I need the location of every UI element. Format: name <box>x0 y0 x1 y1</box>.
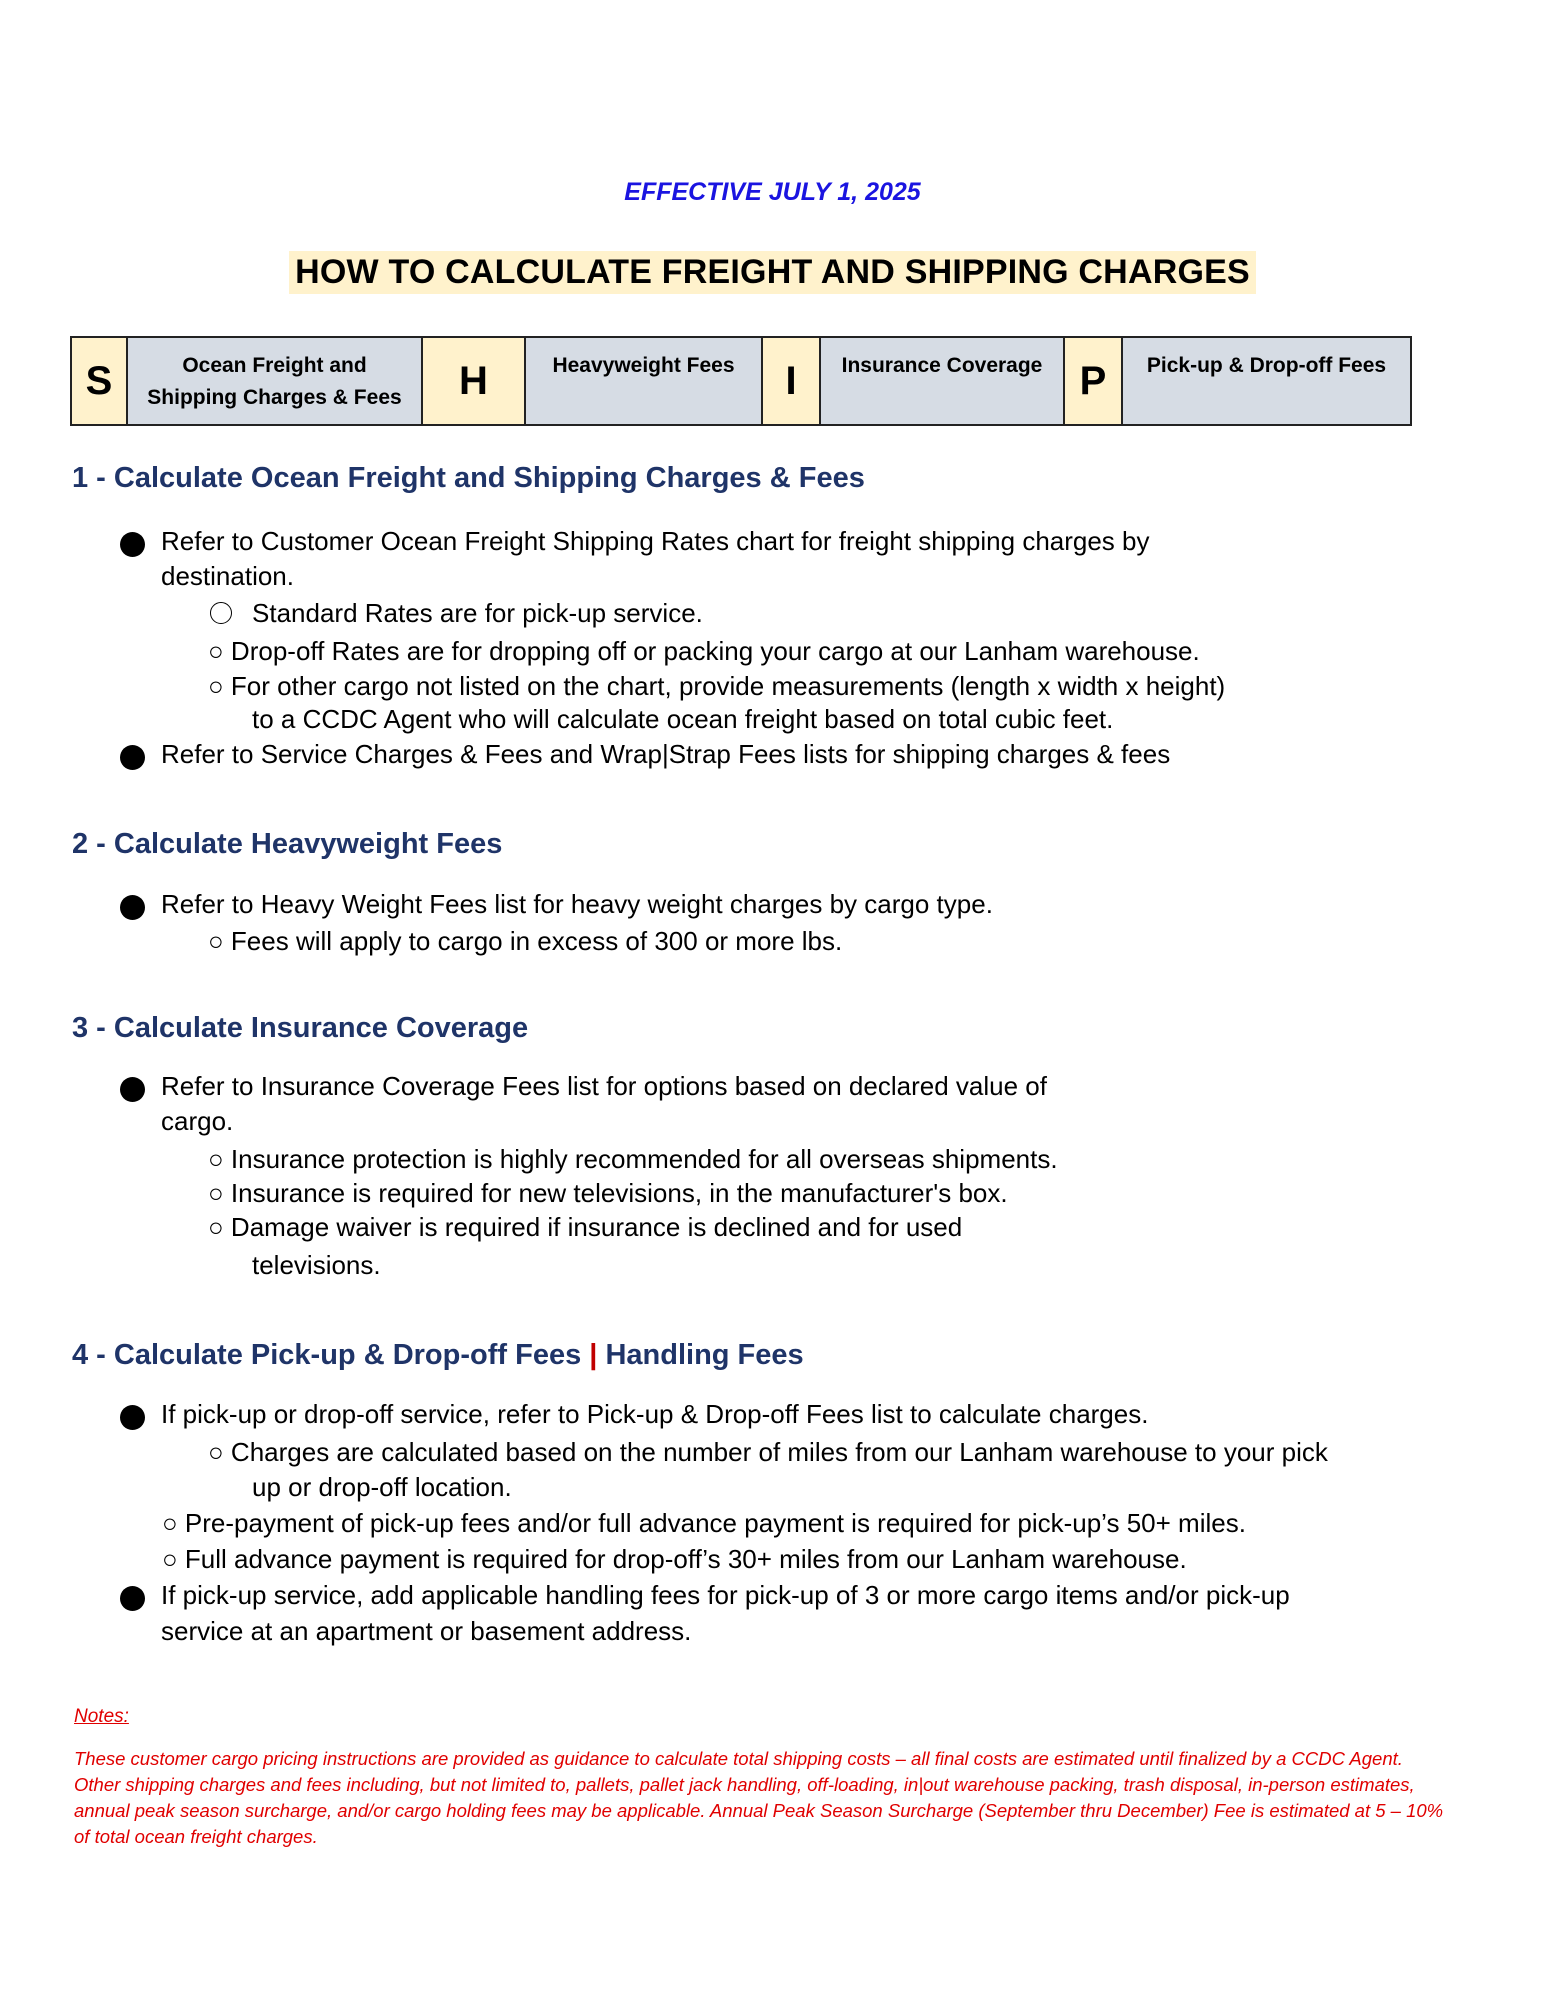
section-2-bullet-1: Refer to Heavy Weight Fees list for heavy weight charges by cargo type. <box>161 889 993 919</box>
section-4-sub-1-line-2: up or drop-off location. <box>252 1472 512 1502</box>
section-4-sub-1-line-1: ○ Charges are calculated based on the number of miles from our Lanham warehouse to your pick <box>208 1437 1328 1467</box>
section-3-sub-2: ○ Insurance is required for new televisions, in the manufacturer's box. <box>208 1178 1008 1208</box>
effective-date: EFFECTIVE JULY 1, 2025 <box>624 178 921 206</box>
title-wrap <box>0 251 1545 294</box>
bullet-icon <box>120 1586 145 1611</box>
section-4-sub-3: ○ Full advance payment is required for drop-off’s 30+ miles from our Lanham warehouse. <box>162 1544 1187 1574</box>
section-1-sub-2: ○ Drop-off Rates are for dropping off or packing your cargo at our Lanham warehouse. <box>208 636 1200 666</box>
section-2-sub-1: ○ Fees will apply to cargo in excess of 300 or more lbs. <box>208 926 843 956</box>
section-3-bullet-1-line-2: cargo. <box>161 1106 234 1136</box>
hollow-circle-icon <box>210 602 232 624</box>
ship-letter-p: P <box>1064 337 1122 425</box>
page-title: HOW TO CALCULATE FREIGHT AND SHIPPING CHARGES <box>289 251 1256 294</box>
section-3-heading: 3 - Calculate Insurance Coverage <box>72 1012 529 1044</box>
section-4-heading <box>72 1339 804 1372</box>
section-4-bullet-1: If pick-up or drop-off service, refer to Pick-up & Drop-off Fees list to calculate charges. <box>161 1399 1149 1429</box>
section-1-heading: 1 - Calculate Ocean Freight and Shipping Charges & Fees <box>72 462 865 494</box>
notes-label: Notes: <box>74 1706 129 1727</box>
section-1-sub-1: Standard Rates are for pick-up service. <box>252 598 703 628</box>
ship-letter-i: I <box>762 337 820 425</box>
bullet-icon <box>120 532 145 557</box>
ship-cell-ocean-freight-line1: Ocean Freight and <box>182 354 367 377</box>
section-4-heading-pipe: | <box>589 1339 598 1371</box>
section-3-sub-3-line-2: televisions. <box>252 1250 381 1280</box>
section-1-sub-3-line-1: ○ For other cargo not listed on the chart, provide measurements (length x width x height) <box>208 671 1226 701</box>
bullet-icon <box>120 745 145 770</box>
section-1-bullet-1-line-2: destination. <box>161 561 294 591</box>
section-4-bullet-2-line-1: If pick-up service, add applicable handling fees for pick-up of 3 or more cargo items and/or pick-up <box>161 1580 1290 1610</box>
section-3-sub-1: ○ Insurance protection is highly recommended for all overseas shipments. <box>208 1144 1058 1174</box>
section-4-heading-part-2: Handling Fees <box>605 1339 804 1371</box>
ship-cell-pickup-dropoff: Pick-up & Drop-off Fees <box>1122 337 1411 425</box>
section-1-bullet-2: Refer to Service Charges & Fees and Wrap|Strap Fees lists for shipping charges & fees <box>161 739 1171 769</box>
ship-acronym-table <box>70 336 1412 426</box>
section-1-bullet-1-line-1: Refer to Customer Ocean Freight Shipping Rates chart for freight shipping charges by <box>161 526 1150 556</box>
section-4-bullet-2-line-2: service at an apartment or basement address. <box>161 1616 692 1646</box>
section-2-heading: 2 - Calculate Heavyweight Fees <box>72 828 503 860</box>
bullet-icon <box>120 895 145 920</box>
ship-letter-h: H <box>422 337 525 425</box>
ship-letter-s: S <box>71 337 127 425</box>
section-3-sub-3-line-1: ○ Damage waiver is required if insurance is declined and for used <box>208 1212 963 1242</box>
bullet-icon <box>120 1077 145 1102</box>
section-1-sub-3-line-2: to a CCDC Agent who will calculate ocean freight based on total cubic feet. <box>252 704 1114 734</box>
notes-text: These customer cargo pricing instructions are provided as guidance to calculate total shipping costs – all final costs are estimated until finalized by a CCDC Agent. Other shipping charges and fees including, but not limited to, pallets, pallet jack handling, off-loading, in|out warehouse packing, trash disposal, in-person estimates, annual peak season surcharge, and/or cargo holding fees may be applicable. Annual Peak Season Surcharge (September thru December) Fee is estimated at 5 – 10% of total ocean freight charges. <box>74 1748 1444 1847</box>
bullet-icon <box>120 1405 145 1430</box>
section-4-sub-2: ○ Pre-payment of pick-up fees and/or full advance payment is required for pick-up’s 50+ miles. <box>162 1508 1246 1538</box>
ship-cell-ocean-freight <box>127 337 422 425</box>
section-4-heading-part-1: 4 - Calculate Pick-up & Drop-off Fees <box>72 1339 582 1371</box>
ship-cell-heavyweight: Heavyweight Fees <box>525 337 762 425</box>
ship-cell-insurance: Insurance Coverage <box>820 337 1064 425</box>
section-3-bullet-1-line-1: Refer to Insurance Coverage Fees list for options based on declared value of <box>161 1071 1047 1101</box>
ship-cell-ocean-freight-line2: Shipping Charges & Fees <box>147 386 402 409</box>
